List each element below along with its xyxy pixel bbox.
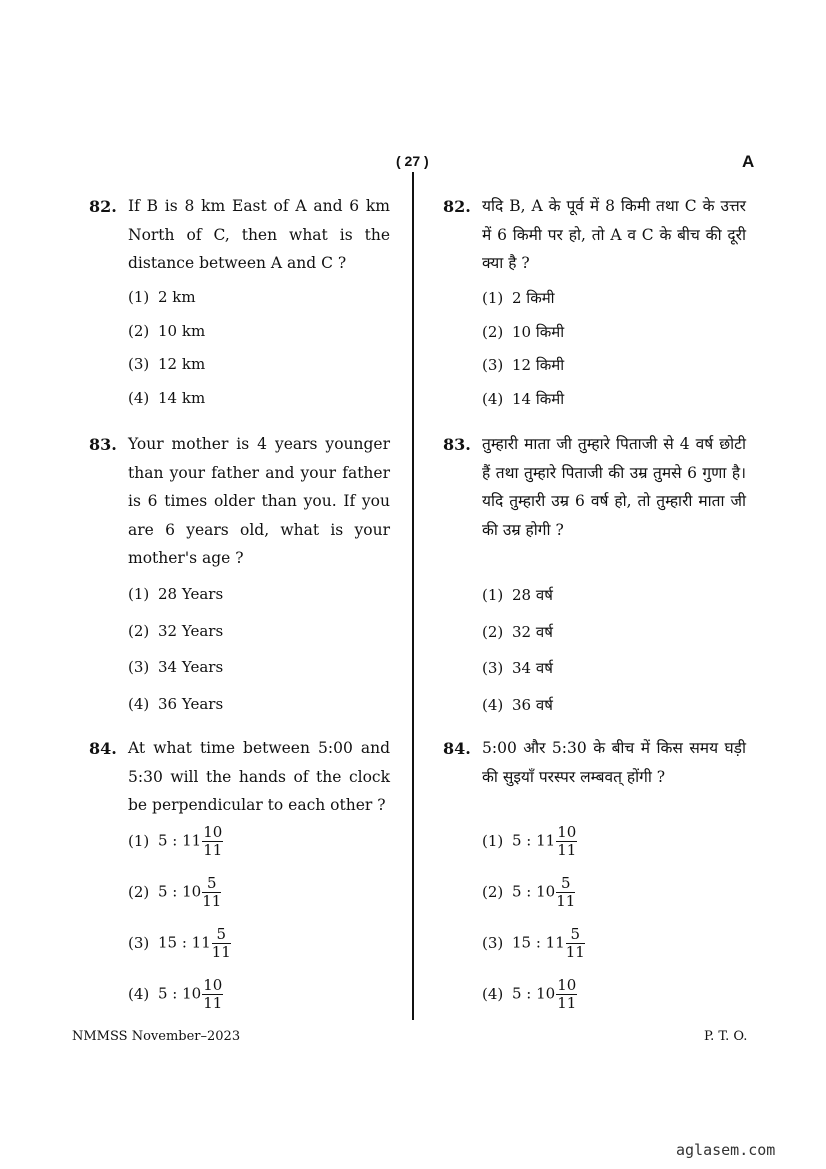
question-text: 5:00 और 5:30 के बीच में किस समय घड़ी की सुइयाँ परस्पर लम्बवत् होंगी ? <box>482 739 746 786</box>
question-text: यदि B, A के पूर्व में 8 किमी तथा C के उत्तर में 6 किमी पर हो, तो A व C के बीच की दूरी क्या है ? <box>482 197 746 272</box>
option: (3) 15 : 11 $\frac{5}{11}$ <box>128 925 231 961</box>
option: (1) 5 : 11 $\frac{10}{11}$ <box>482 823 577 859</box>
option: (2) 10 किमी <box>482 323 565 341</box>
question-text: At what time between 5:00 and 5:30 will the hands of the clock be perpendicular to each other ? <box>128 739 390 814</box>
option: (2) 32 Years <box>128 622 224 640</box>
option: (1) 28 वर्ष <box>482 586 553 604</box>
watermark-bottom: aglasem.com <box>676 1141 776 1159</box>
option: (4) 5 : 10 $\frac{10}{11}$ <box>128 976 223 1012</box>
option: (3) 12 किमी <box>482 356 565 374</box>
option: (3) 34 Years <box>128 658 224 676</box>
question-number: 82. <box>443 197 471 216</box>
option: (2) 32 वर्ष <box>482 623 553 641</box>
question-number: 83. <box>443 435 471 454</box>
question-text: If B is 8 km East of A and 6 km North of C, then what is the distance between A and C ? <box>128 197 390 272</box>
option: (4) 14 km <box>128 389 206 407</box>
question-number: 84. <box>443 739 471 758</box>
option: (4) 5 : 10 $\frac{10}{11}$ <box>482 976 577 1012</box>
option: (3) 15 : 11 $\frac{5}{11}$ <box>482 925 585 961</box>
option: (3) 34 वर्ष <box>482 659 553 677</box>
footer-pto: P. T. O. <box>704 1029 748 1044</box>
question-number: 84. <box>89 739 117 758</box>
question-number: 82. <box>89 197 117 216</box>
option: (2) 5 : 10 $\frac{5}{11}$ <box>128 874 222 910</box>
option: (2) 10 km <box>128 322 206 340</box>
column-divider <box>412 172 414 1020</box>
option: (3) 12 km <box>128 355 206 373</box>
option: (2) 5 : 10 $\frac{5}{11}$ <box>482 874 576 910</box>
option: (4) 36 वर्ष <box>482 696 553 714</box>
option: (1) 2 km <box>128 288 196 306</box>
option: (4) 36 Years <box>128 695 224 713</box>
option: (1) 5 : 11 $\frac{10}{11}$ <box>128 823 223 859</box>
option: (4) 14 किमी <box>482 390 565 408</box>
option: (1) 2 किमी <box>482 289 555 307</box>
question-text: Your mother is 4 years younger than your father and your father is 6 times older than you. If you are 6 years old, what is your mother's age ? <box>128 435 390 567</box>
page-number: ( 27 ) <box>396 153 429 169</box>
question-number: 83. <box>89 435 117 454</box>
footer-exam-name: NMMSS November–2023 <box>72 1029 241 1044</box>
option: (1) 28 Years <box>128 585 224 603</box>
booklet-code: A <box>742 152 755 171</box>
question-text: तुम्हारी माता जी तुम्हारे पिताजी से 4 वर्ष छोटी हैं तथा तुम्हारे पिताजी की उम्र तुमसे 6 गुणा है। यदि तुम्हारी उम्र 6 वर्ष हो, तो तुम्हारी माता जी की उम्र होगी ? <box>482 435 746 539</box>
